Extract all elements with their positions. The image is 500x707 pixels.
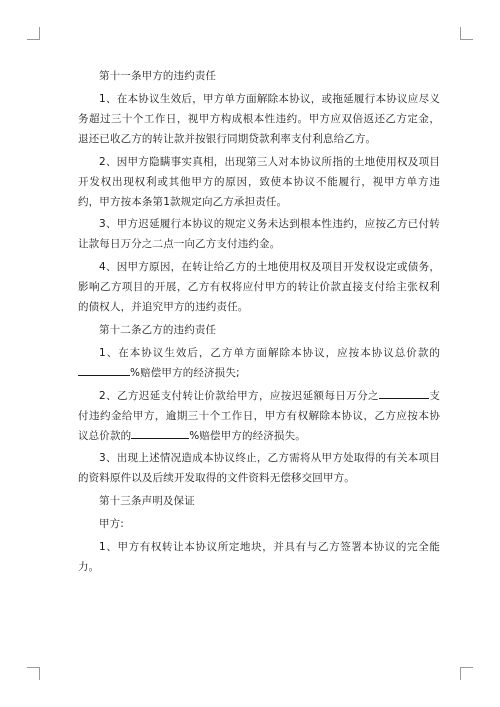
article-13-heading: 第十三条声明及保证	[99, 495, 195, 508]
article-13-party-a-label: 甲方:	[99, 517, 124, 530]
article-11-clause-1: 1、在本协议生效后，甲方单方面解除本协议，或拖延履行本协议应尽义务超过三十个工作日，视甲方构成根本性违约。甲方应双倍返还乙方定金，退还已收乙方的转让款并按银行同期贷款利率支付利息给乙方。	[78, 92, 440, 145]
article-12-clause-1-text: 1、在本协议生效后，乙方单方面解除本协议，应按本协议总价款的	[99, 346, 440, 359]
article-11-clause-3: 3、甲方迟延履行本协议的规定义务未达到根本性违约，应按乙方已付转让款每日万分之二点一向乙方支付违约金。	[78, 218, 440, 251]
percentage-blank	[78, 363, 130, 376]
article-11-clause-4: 4、因甲方原因，在转让给乙方的土地使用权及项目开发权设定或债务，影响乙方项目的开展，乙方有权将应付甲方的转让价款直接支付给主张权利的债权人，并追究甲方的违约责任。	[78, 261, 440, 314]
article-12-heading: 第十二条乙方的违约责任	[99, 323, 217, 336]
percentage-blank-2	[131, 426, 175, 439]
article-13-clause-1: 1、甲方有权转让本协议所定地块，并具有与乙方签署本协议的完全能力。	[78, 540, 440, 573]
article-12-clause-2-text-c: %赔偿甲方的经济损失。	[189, 429, 306, 442]
crop-mark-bottom-left	[27, 667, 40, 680]
crop-mark-bottom-right	[460, 667, 473, 680]
article-12-clause-2-text-a: 2、乙方迟延支付转让价款给甲方，应按迟延额每日万分之	[99, 389, 380, 402]
percentage-blank-2-continued	[175, 426, 189, 439]
daily-rate-blank	[379, 386, 429, 399]
article-12-clause-2	[78, 386, 440, 446]
article-11-heading: 第十一条甲方的违约责任	[99, 70, 217, 82]
crop-mark-top-right	[460, 27, 473, 40]
article-12-clause-3: 3、出现上述情况造成本协议终止，乙方需将从甲方处取得的有关本项目的资料原件以及后续开发取得的文件资料无偿移交回甲方。	[78, 452, 440, 485]
article-12-clause-1-text-end: %赔偿甲方的经济损失;	[130, 366, 240, 379]
article-12-clause-1	[78, 343, 440, 383]
article-12-clause-2-text-b: 支付违约金给甲方，逾期三十个工作日，甲方有权解除本协议，乙方应按本协议总价款的	[78, 389, 440, 442]
crop-mark-top-left	[27, 27, 40, 40]
document-body	[78, 66, 440, 580]
article-11-clause-2: 2、因甲方隐瞒事实真相，出现第三人对本协议所指的土地使用权及项目开发权出现权利或其他甲方的原因，致使本协议不能履行，视甲方单方违约，甲方按本条第1款规定向乙方承担责任。	[78, 155, 440, 208]
